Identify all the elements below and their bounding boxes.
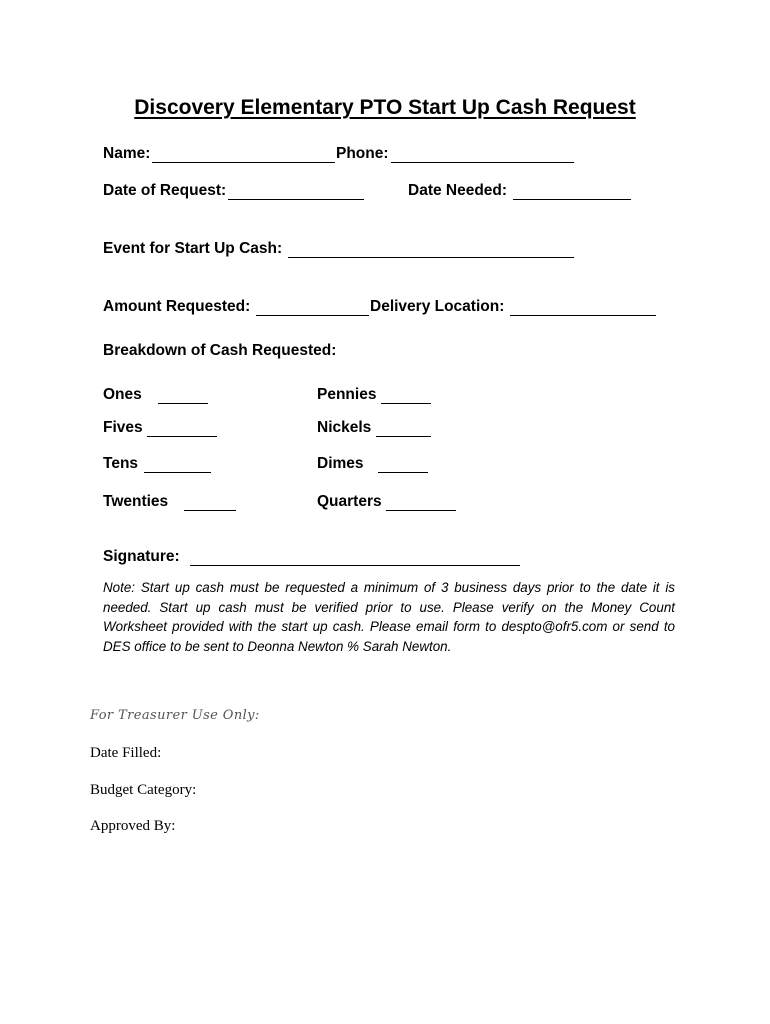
ones-blank[interactable] — [158, 387, 208, 404]
name-field[interactable] — [103, 145, 335, 163]
dimes-blank[interactable] — [378, 456, 428, 473]
name-blank[interactable] — [152, 146, 335, 163]
quarters-blank[interactable] — [386, 494, 456, 511]
event-blank[interactable] — [288, 241, 574, 258]
name-label: Name: — [103, 145, 151, 162]
date-needed-blank[interactable] — [513, 183, 631, 200]
dimes-label: Dimes — [317, 455, 364, 472]
nickels-label: Nickels — [317, 419, 372, 436]
fives-field[interactable] — [103, 419, 217, 437]
note-paragraph: Note: Start up cash must be requested a minimum of 3 business days prior to the date it is needed. Start up cash must be verified prior to use. Please verify on the Money Count Worksheet provided with the start up cash. Please email form to despto@ofr5.com or send to DES office to be sent to Deonna Newton % Sarah Newton. — [103, 580, 675, 654]
page-title: Discovery Elementary PTO Start Up Cash Request — [134, 96, 636, 119]
phone-blank[interactable] — [391, 146, 574, 163]
tens-field[interactable] — [103, 455, 211, 473]
amount-field[interactable] — [103, 298, 369, 316]
quarters-label: Quarters — [317, 493, 382, 510]
date-of-request-label: Date of Request: — [103, 182, 227, 199]
delivery-blank[interactable] — [510, 299, 656, 316]
amount-label: Amount Requested: — [103, 298, 251, 315]
tens-label: Tens — [103, 455, 139, 472]
date-needed-label: Date Needed: — [408, 182, 508, 199]
event-field[interactable] — [103, 240, 574, 258]
signature-blank[interactable] — [190, 549, 520, 566]
quarters-field[interactable] — [317, 493, 456, 511]
fives-blank[interactable] — [147, 420, 217, 437]
approved-by-label: Approved By: — [90, 818, 176, 834]
breakdown-heading: Breakdown of Cash Requested: — [103, 342, 337, 359]
event-label: Event for Start Up Cash: — [103, 240, 283, 257]
date-needed-field[interactable] — [408, 182, 631, 200]
fives-label: Fives — [103, 419, 143, 436]
twenties-label: Twenties — [103, 493, 169, 510]
pennies-field[interactable] — [317, 386, 431, 404]
twenties-blank[interactable] — [184, 494, 236, 511]
budget-category-label: Budget Category: — [90, 782, 197, 798]
phone-label: Phone: — [336, 145, 389, 162]
signature-field[interactable] — [103, 548, 520, 566]
nickels-blank[interactable] — [376, 420, 431, 437]
ones-label: Ones — [103, 386, 142, 403]
pennies-label: Pennies — [317, 386, 377, 403]
pennies-blank[interactable] — [381, 387, 431, 404]
amount-blank[interactable] — [256, 299, 369, 316]
dimes-field[interactable] — [317, 455, 428, 473]
treasurer-heading: For Treasurer Use Only: — [90, 708, 260, 723]
date-filled-label: Date Filled: — [90, 745, 162, 761]
date-of-request-field[interactable] — [103, 182, 364, 200]
twenties-field[interactable] — [103, 493, 236, 511]
tens-blank[interactable] — [144, 456, 211, 473]
date-of-request-blank[interactable] — [228, 183, 364, 200]
delivery-field[interactable] — [370, 298, 656, 316]
delivery-label: Delivery Location: — [370, 298, 505, 315]
phone-field[interactable] — [336, 145, 574, 163]
nickels-field[interactable] — [317, 419, 431, 437]
ones-field[interactable] — [103, 386, 208, 404]
signature-label: Signature: — [103, 548, 180, 565]
